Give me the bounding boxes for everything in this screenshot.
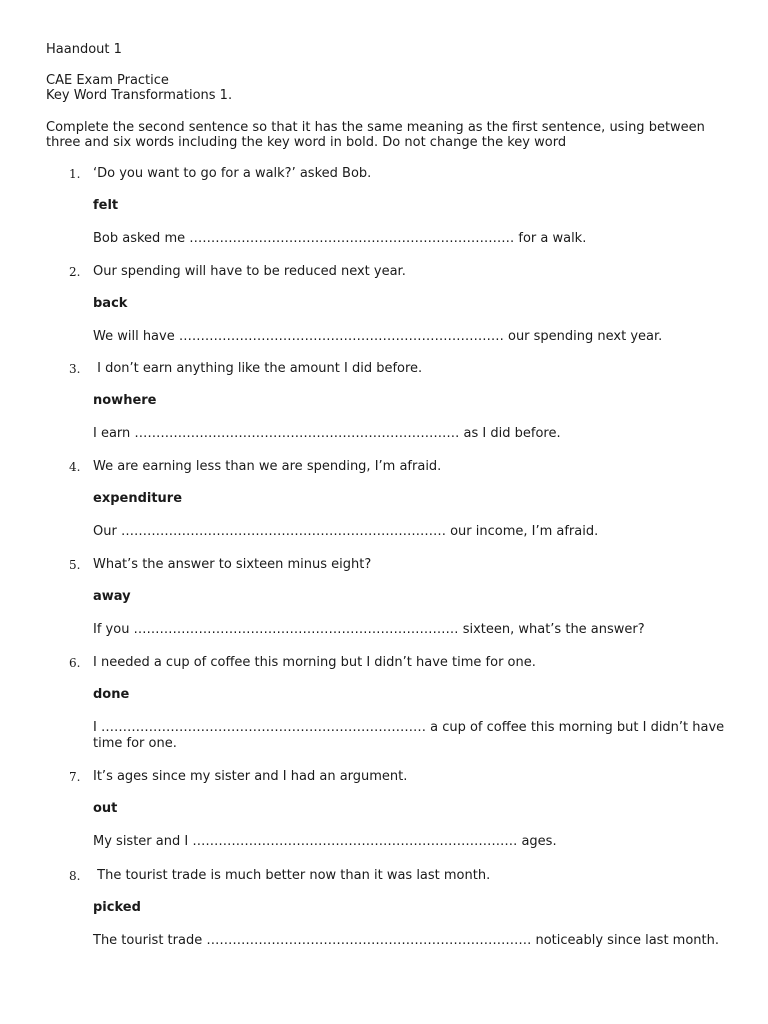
key-word: expenditure: [93, 491, 183, 506]
handout-label: Haandout 1: [46, 42, 122, 57]
exam-title: CAE Exam Practice: [46, 73, 169, 88]
key-word: away: [93, 589, 131, 604]
answer-line: Our ………………………………………………………………… our income, I’m afraid.: [93, 524, 599, 539]
question-sentence: We are earning less than we are spending, I’m afraid.: [93, 459, 442, 474]
question-sentence: The tourist trade is much better now than it was last month.: [93, 868, 491, 883]
answer-line: If you ………………………………………………………………… sixteen, what’s the answer?: [93, 622, 645, 637]
question-sentence: It’s ages since my sister and I had an argument.: [93, 769, 408, 784]
question-number: 6.: [69, 656, 81, 670]
key-word: picked: [93, 900, 141, 915]
key-word: done: [93, 687, 130, 702]
question-sentence: ‘Do you want to go for a walk?’ asked Bob.: [93, 166, 372, 181]
key-word: out: [93, 801, 118, 816]
answer-line: My sister and I ………………………………………………………………… ages.: [93, 834, 557, 849]
question-sentence: Our spending will have to be reduced next year.: [93, 264, 406, 279]
question-sentence: I don’t earn anything like the amount I did before.: [93, 361, 423, 376]
key-word: felt: [93, 198, 119, 213]
question-number: 8.: [69, 869, 81, 883]
answer-line: The tourist trade ………………………………………………………………… noticeably since last month.: [93, 933, 719, 948]
answer-line: I earn ………………………………………………………………… as I did before.: [93, 426, 561, 441]
question-sentence: I needed a cup of coffee this morning but I didn’t have time for one.: [93, 655, 536, 670]
question-number: 1.: [69, 167, 81, 181]
document-header: [46, 42, 232, 103]
question-number: 5.: [69, 558, 81, 572]
question-number: 4.: [69, 460, 81, 474]
key-word: nowhere: [93, 393, 157, 408]
question-number: 2.: [69, 265, 81, 279]
question-number: 7.: [69, 770, 81, 784]
key-word: back: [93, 296, 128, 311]
exercise-title: Key Word Transformations 1.: [46, 88, 233, 103]
answer-line: Bob asked me ………………………………………………………………… for a walk.: [93, 231, 587, 246]
answer-line: I ………………………………………………………………… a cup of coffee this morning but I didn’t have time for one.: [93, 720, 725, 751]
instructions: Complete the second sentence so that it has the same meaning as the first sentence, using between three and six words including the key word in bold. Do not change the key word: [46, 120, 705, 150]
question-number: 3.: [69, 362, 81, 376]
question-sentence: What’s the answer to sixteen minus eight?: [93, 557, 372, 572]
answer-line: We will have ………………………………………………………………… our spending next year.: [93, 329, 663, 344]
